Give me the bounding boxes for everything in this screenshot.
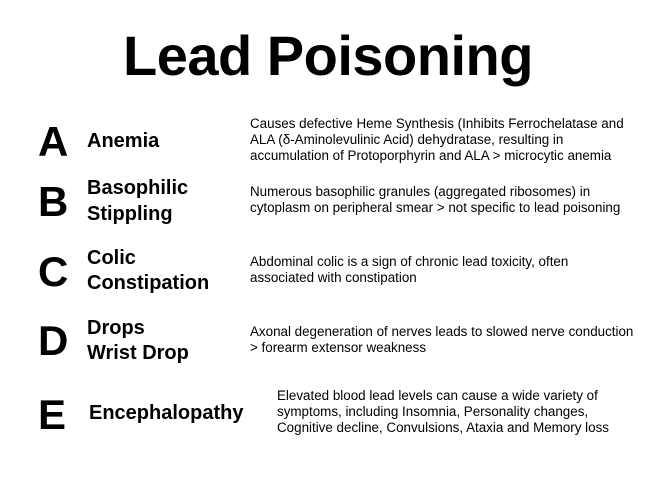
description-line: associated with constipation: [250, 270, 417, 285]
mnemonic-letter: D: [38, 317, 69, 364]
description-line: Numerous basophilic granules (aggregated ribosomes) in: [250, 184, 591, 199]
mnemonic-term: Drops: [87, 317, 145, 339]
description-line: accumulation of Protoporphyrin and ALA > microcytic anemia: [250, 148, 612, 163]
mnemonic-term: Basophilic: [87, 177, 189, 199]
mnemonic-letter: C: [38, 248, 69, 295]
mnemonic-term: Wrist Drop: [87, 342, 189, 364]
mnemonic-term: Constipation: [87, 272, 210, 294]
description-line: > forearm extensor weakness: [250, 340, 427, 355]
mnemonic-term: Encephalopathy: [89, 402, 244, 424]
mnemonic-letter: E: [38, 391, 67, 438]
mnemonic-letter: A: [38, 118, 69, 165]
description-line: symptoms, including Insomnia, Personality changes,: [277, 404, 589, 419]
description-line: cytoplasm on peripheral smear > not specific to lead poisoning: [250, 200, 621, 215]
description-line: Axonal degeneration of nerves leads to slowed nerve conduction: [250, 324, 634, 339]
description-line: Causes defective Heme Synthesis (Inhibits Ferrochelatase and: [250, 116, 624, 131]
description-line: Cognitive decline, Convulsions, Ataxia and Memory loss: [277, 420, 609, 435]
mnemonic-letter: B: [38, 178, 69, 225]
description-line: Abdominal colic is a sign of chronic lead toxicity, often: [250, 254, 569, 269]
description-line: Elevated blood lead levels can cause a wide variety of: [277, 388, 598, 403]
mnemonic-term: Stippling: [87, 203, 173, 225]
mnemonic-term: Anemia: [87, 130, 160, 152]
slide-title: Lead Poisoning: [123, 24, 533, 87]
mnemonic-term: Colic: [87, 247, 136, 269]
description-line: ALA (δ-Aminolevulinic Acid) dehydratase, resulting in: [250, 132, 564, 147]
